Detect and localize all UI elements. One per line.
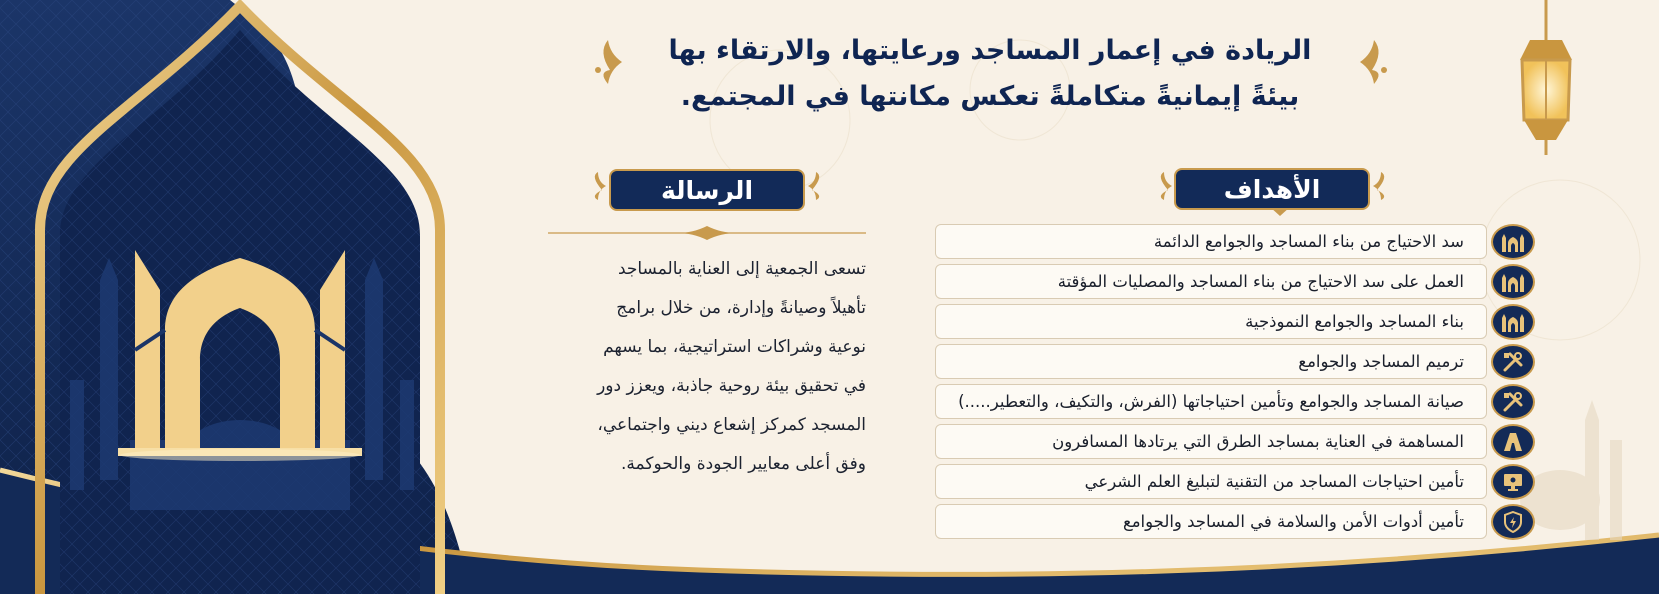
goal-text: تأمين احتياجات المساجد من التقنية لتبليغ العلم الشرعي — [1084, 472, 1464, 491]
mission-line: نوعية وشراكات استراتيجية، بما يسهم — [603, 337, 866, 357]
mosque-icon — [1491, 224, 1535, 260]
mosque-icon — [1491, 304, 1535, 340]
mosque-icon — [1491, 264, 1535, 300]
vision-headline — [620, 28, 1360, 120]
goals-title-left-ornament-icon — [1148, 172, 1172, 208]
mission-line: في تحقيق بيئة روحية جاذبة، ويعزز دور — [597, 376, 866, 396]
goal-item — [935, 384, 1487, 419]
goal-item — [935, 424, 1487, 459]
goals-title — [1174, 168, 1370, 210]
mission-title-label: الرسالة — [660, 175, 754, 205]
road-icon — [1491, 424, 1535, 460]
mission-divider — [548, 226, 866, 240]
mission-line: وفق أعلى معايير الجودة والحوكمة. — [621, 454, 866, 474]
goal-text: ترميم المساجد والجوامع — [1298, 352, 1464, 371]
goal-item — [935, 304, 1487, 339]
goal-item — [935, 344, 1487, 379]
goals-title-right-ornament-icon — [1373, 172, 1397, 208]
mission-title-left-ornament-icon — [582, 172, 606, 208]
tools-icon — [1491, 384, 1535, 420]
goal-text: المساهمة في العناية بمساجد الطرق التي يرتادها المسافرون — [1052, 432, 1464, 451]
screen-icon — [1491, 464, 1535, 500]
mission-title — [609, 169, 805, 211]
goal-item — [935, 504, 1487, 539]
goal-text: سد الاحتياج من بناء المساجد والجوامع الدائمة — [1153, 232, 1464, 251]
headline-line-2: بيئةً إيمانيةً متكاملةً تعكس مكانتها في المجتمع. — [680, 81, 1300, 112]
goal-text: العمل على سد الاحتياج من بناء المساجد والمصليات المؤقتة — [1057, 272, 1464, 291]
mission-line: تأهيلاً وصيانةً وإدارة، من خلال برامج — [616, 298, 866, 318]
mission-text — [548, 250, 866, 484]
headline-line-1: الريادة في إعمار المساجد ورعايتها، والارتقاء بها — [668, 35, 1312, 66]
shield-icon — [1491, 504, 1535, 540]
mission-line: تسعى الجمعية إلى العناية بالمساجد — [617, 259, 866, 279]
mission-line: المسجد كمركز إشعاع ديني واجتماعي، — [597, 415, 866, 435]
goals-title-label: الأهداف — [1223, 174, 1321, 204]
goal-text: تأمين أدوات الأمن والسلامة في المساجد والجوامع — [1122, 512, 1464, 531]
lantern-illustration — [1520, 0, 1572, 155]
tools-icon — [1491, 344, 1535, 380]
goal-text: بناء المساجد والجوامع النموذجية — [1245, 312, 1464, 331]
goal-item — [935, 224, 1487, 259]
goal-item — [935, 264, 1487, 299]
mission-title-right-ornament-icon — [808, 172, 832, 208]
goal-text: صيانة المساجد والجوامع وتأمين احتياجاتها (الفرش، والتكيف، والتعطير.....) — [958, 392, 1464, 411]
goal-item — [935, 464, 1487, 499]
